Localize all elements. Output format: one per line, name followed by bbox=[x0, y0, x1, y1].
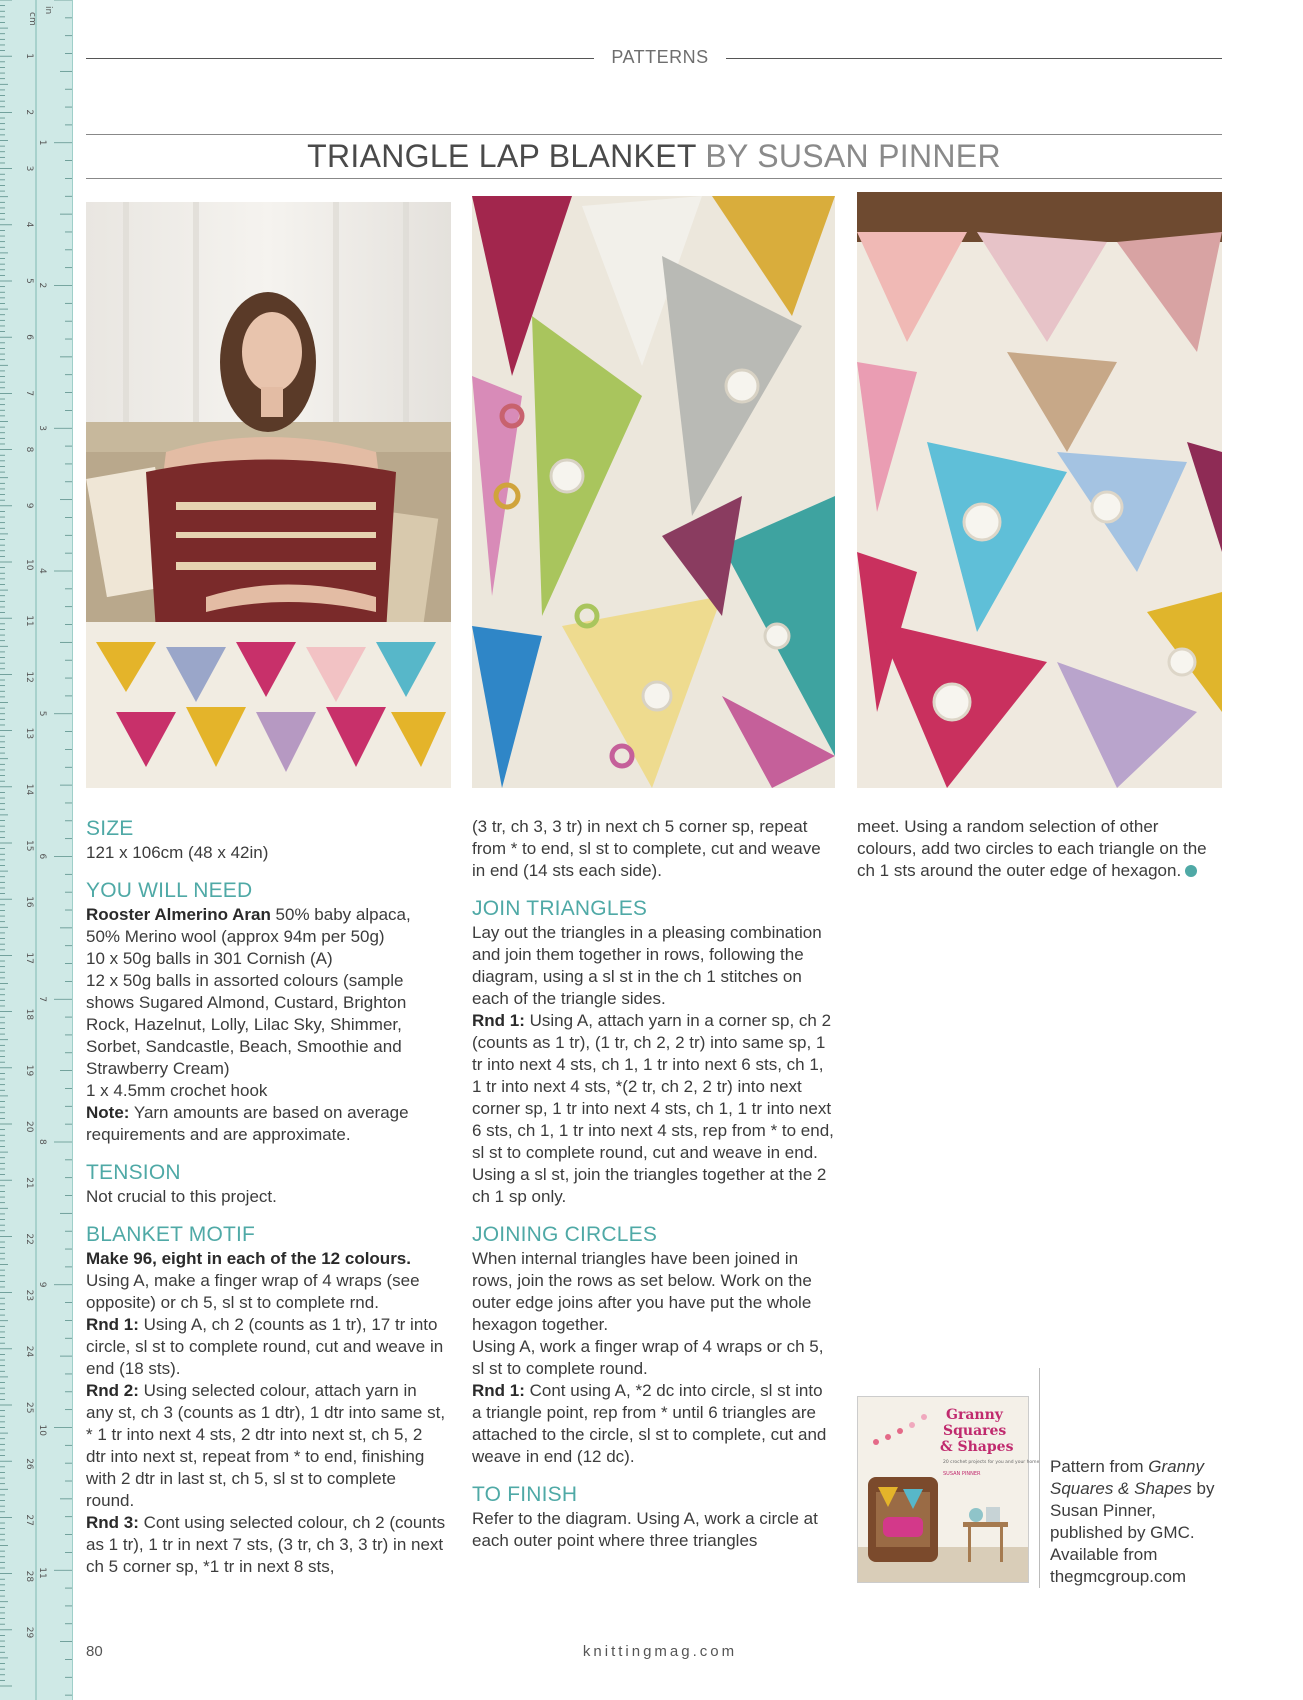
ruler-cm-label: 10 bbox=[24, 559, 34, 571]
round-label: Rnd 2: bbox=[86, 1381, 139, 1400]
ruler-cm-label: 20 bbox=[24, 1121, 34, 1133]
blanket-motif-heading: BLANKET MOTIF bbox=[86, 1223, 256, 1246]
ruler-cm-label: 15 bbox=[24, 840, 34, 852]
ruler-cm-label: 26 bbox=[24, 1458, 34, 1470]
tension-heading: TENSION bbox=[86, 1161, 181, 1184]
round-label: Rnd 1: bbox=[472, 1011, 525, 1030]
round-text: Using A, ch 2 (counts as 1 tr), 17 tr into circle, sl st to complete round, cut and weave in end (18 sts). bbox=[86, 1315, 444, 1378]
ruler-graphic bbox=[0, 0, 72, 1700]
ruler-in-label: 5 bbox=[37, 710, 47, 717]
ruler-in-label: 3 bbox=[37, 425, 47, 431]
credit-divider bbox=[1039, 1368, 1040, 1588]
ruler-cm-label: 23 bbox=[24, 1289, 34, 1302]
ruler-cm-label: 7 bbox=[24, 390, 34, 397]
joining-circles-heading: JOINING CIRCLES bbox=[472, 1223, 658, 1246]
ruler-in-label: 10 bbox=[37, 1424, 47, 1436]
round-text: Cont using selected colour, ch 2 (counts as 1 tr), 1 tr in next 7 sts, (3 tr, ch 3, 3 tr) in next ch 5 corner sp, *1 tr in next 8 sts, bbox=[86, 1513, 446, 1576]
round-label: Rnd 1: bbox=[472, 1381, 525, 1400]
yarn-name: Rooster Almerino Aran bbox=[86, 905, 271, 924]
credit-details: by Susan Pinner, published by GMC. Available from thegmcgroup.com bbox=[1050, 1479, 1215, 1586]
finish-text: Refer to the diagram. Using A, work a circle at each outer point where three triangles bbox=[472, 1509, 818, 1550]
round-text: Using selected colour, attach yarn in any st, ch 3 (counts as 1 dtr), 1 dtr into same st, * 1 tr into next 4 sts, 2 dtr into next st, ch 5, 2 dtr into next st, repeat from * to end, finishing with 2 dtr in last st, ch 5, sl st to complete round. bbox=[86, 1381, 446, 1510]
photo-model-with-blanket bbox=[86, 202, 451, 788]
ruler-cm-label: 6 bbox=[24, 334, 34, 340]
ruler-cm-label: 29 bbox=[24, 1626, 34, 1639]
motif-continued: (3 tr, ch 3, 3 tr) in next ch 5 corner sp, repeat from * to end, sl st to complete, cut and weave in end (14 sts each side). bbox=[472, 817, 821, 880]
ruler-cm-label: 5 bbox=[24, 278, 34, 284]
round-label: Rnd 3: bbox=[86, 1513, 139, 1532]
section-label: PATTERNS bbox=[611, 47, 709, 67]
ruler-cm-label: 4 bbox=[24, 221, 34, 228]
ruler-cm-label: 28 bbox=[24, 1570, 34, 1583]
circles-wrap: Using A, work a finger wrap of 4 wraps or ch 5, sl st to complete round. bbox=[472, 1337, 824, 1378]
need-item-1: 10 x 50g balls in 301 Cornish (A) bbox=[86, 949, 333, 968]
credit-book-title: Granny Squares & Shapes bbox=[1050, 1457, 1205, 1498]
note-text: Yarn amounts are based on average requirements and are approximate. bbox=[86, 1103, 409, 1144]
credit-intro: Pattern from bbox=[1050, 1457, 1149, 1476]
ruler-cm-label: 25 bbox=[24, 1402, 34, 1414]
ruler-cm-label: 21 bbox=[24, 1177, 34, 1189]
page-number: 80 bbox=[86, 1643, 103, 1660]
ruler-in-label: 1 bbox=[37, 139, 47, 146]
ruler-cm-label: 2 bbox=[24, 109, 34, 116]
photo-blanket-folds bbox=[857, 192, 1222, 788]
ruler-cm-label: 1 bbox=[24, 53, 34, 59]
motif-make bbox=[86, 1248, 446, 1270]
size-text: 121 x 106cm (48 x 42in) bbox=[86, 843, 269, 862]
header-rule-right bbox=[726, 58, 1222, 59]
ruler-cm-label: 12 bbox=[24, 671, 34, 683]
ruler-cm-label: 24 bbox=[24, 1345, 34, 1358]
need-item-2: 12 x 50g balls in assorted colours (sample shows Sugared Almond, Custard, Brighton Rock, Hazelnut, Lolly, Lilac Sky, Shimmer, Sorbet, Sandcastle, Beach, Smoothie and Strawberry Cream) bbox=[86, 971, 407, 1078]
finish-continued bbox=[857, 816, 1222, 882]
ruler-in-label: 11 bbox=[37, 1567, 47, 1579]
ruler-cm-label: 19 bbox=[24, 1064, 34, 1077]
ruler-cm-label: 3 bbox=[24, 165, 34, 172]
header-rule-left bbox=[86, 58, 594, 59]
ruler-in-unit: in bbox=[43, 6, 53, 15]
book-cover bbox=[857, 1396, 1040, 1583]
join-end: Using a sl st, join the triangles together at the 2 ch 1 sp only. bbox=[472, 1165, 827, 1206]
yarn-note bbox=[86, 1102, 446, 1146]
book-author: SUSAN PINNER bbox=[943, 1471, 981, 1477]
ruler-cm-label: 16 bbox=[24, 896, 34, 908]
measuring-ruler bbox=[0, 0, 73, 1700]
title-byline: BY SUSAN PINNER bbox=[705, 138, 1001, 174]
book-cover-art bbox=[858, 1397, 1040, 1582]
to-finish-heading: TO FINISH bbox=[472, 1483, 578, 1506]
ruler-in-label: 6 bbox=[37, 853, 47, 860]
motif-round-2 bbox=[86, 1380, 446, 1512]
book-title-2: Squares bbox=[943, 1423, 1007, 1439]
ruler-in-label: 4 bbox=[37, 567, 47, 574]
ruler-in-label: 7 bbox=[37, 996, 47, 1002]
tension-text: Not crucial to this project. bbox=[86, 1187, 277, 1206]
ruler-cm-label: 27 bbox=[24, 1514, 34, 1526]
ruler-cm-label: 14 bbox=[24, 783, 34, 796]
title-rule-top bbox=[86, 134, 1222, 135]
round-text: Using A, attach yarn in a corner sp, ch 2 (counts as 1 tr), (1 tr, ch 2, 2 tr) into same sp, 1 tr into next 4 sts, ch 1, 1 tr into next 6 sts, ch 1, 1 tr into next 4 sts, *(2 tr, ch 2, 2 tr) into next corner sp, 1 tr into next 4 sts, ch 1, 1 tr into next 6 sts, ch 1, 1 tr into next 4 sts, rep from * to end, sl st to complete round, cut and weave in end. bbox=[472, 1011, 834, 1162]
book-title-3: & Shapes bbox=[940, 1439, 1014, 1455]
join-text: Lay out the triangles in a pleasing combination and join them together in rows, following the diagram, using a sl st in the ch 1 stitches on each of the triangle sides. bbox=[472, 923, 822, 1008]
motif-wrap: Using A, make a finger wrap of 4 wraps (see opposite) or ch 5, sl st to complete rnd. bbox=[86, 1271, 420, 1312]
ruler-cm-label: 11 bbox=[24, 615, 34, 627]
yarn-spec bbox=[86, 904, 446, 948]
pattern-credit bbox=[1050, 1456, 1225, 1588]
finish-continued-text: meet. Using a random selection of other colours, add two circles to each triangle on the ch 1 sts around the outer edge of hexagon. bbox=[857, 817, 1207, 880]
ruler-cm-label: 9 bbox=[24, 502, 34, 509]
book-title-1: Granny bbox=[946, 1407, 1003, 1423]
book-subtitle: 20 crochet projects for you and your home bbox=[943, 1460, 1040, 1465]
title-main: TRIANGLE LAP BLANKET bbox=[307, 138, 697, 174]
round-label: Rnd 1: bbox=[86, 1315, 139, 1334]
text-column-3 bbox=[857, 816, 1222, 882]
footer-website: knittingmag.com bbox=[582, 1643, 738, 1660]
circles-round-1 bbox=[472, 1380, 835, 1468]
ruler-cm-label: 8 bbox=[24, 446, 34, 453]
title-rule-bottom bbox=[86, 178, 1222, 179]
need-item-3: 1 x 4.5mm crochet hook bbox=[86, 1081, 268, 1100]
ruler-in-label: 9 bbox=[37, 1281, 47, 1288]
size-heading: SIZE bbox=[86, 817, 134, 840]
note-label: Note: bbox=[86, 1103, 130, 1122]
join-triangles-heading: JOIN TRIANGLES bbox=[472, 897, 648, 920]
motif-round-1 bbox=[86, 1314, 446, 1380]
motif-round-3 bbox=[86, 1512, 446, 1578]
ruler-cm-label: 18 bbox=[24, 1008, 34, 1021]
round-text: Cont using A, *2 dc into circle, sl st into a triangle point, rep from * until 6 triangles are attached to the circle, sl st to complete, cut and weave in end (12 dc). bbox=[472, 1381, 827, 1466]
ruler-cm-label: 13 bbox=[24, 727, 34, 740]
ruler-in-label: 2 bbox=[37, 282, 47, 289]
ruler-cm-unit: cm bbox=[27, 12, 37, 26]
text-column-2 bbox=[472, 816, 835, 1552]
end-mark-icon bbox=[1185, 865, 1197, 877]
yarn-description: 50% baby alpaca, 50% Merino wool (approx 94m per 50g) bbox=[86, 905, 411, 946]
motif-make-text: Make 96, eight in each of the 12 colours. bbox=[86, 1249, 411, 1268]
ruler-cm-label: 17 bbox=[24, 952, 34, 964]
ruler-in-label: 8 bbox=[37, 1138, 47, 1145]
ruler-cm-label: 22 bbox=[24, 1233, 34, 1245]
photo-blanket-closeup bbox=[472, 196, 835, 788]
circles-text: When internal triangles have been joined in rows, join the rows as set below. Work on the outer edge joins after you have put the whole hexagon together. bbox=[472, 1249, 812, 1334]
text-column-1 bbox=[86, 816, 446, 1578]
you-will-need-heading: YOU WILL NEED bbox=[86, 879, 253, 902]
join-round-1 bbox=[472, 1010, 835, 1164]
page-title bbox=[86, 138, 1222, 175]
